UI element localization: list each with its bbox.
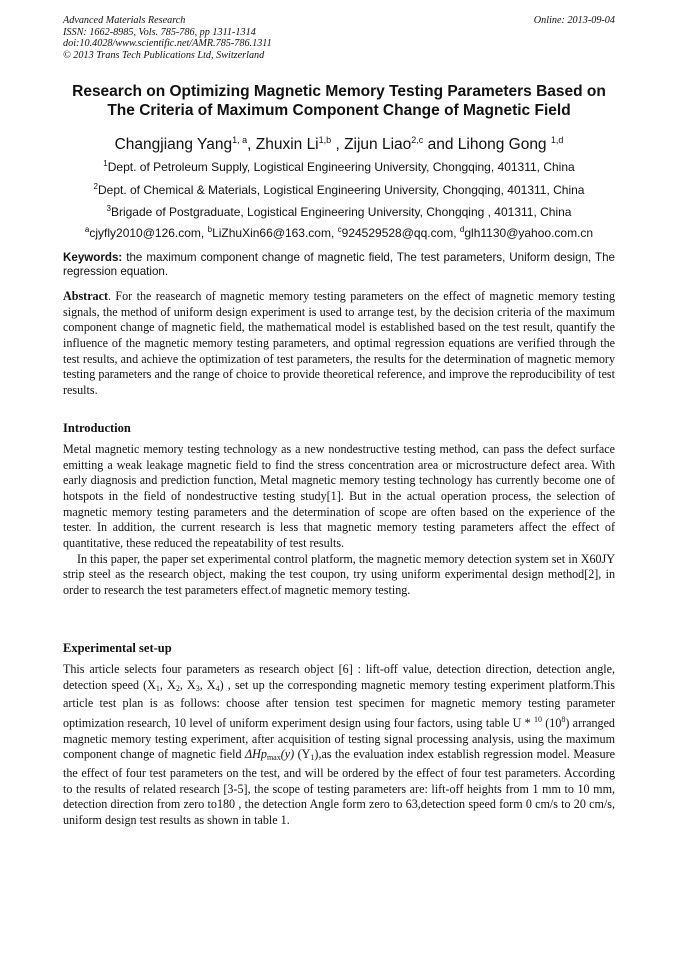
affiliation-2-text: Dept. of Chemical & Materials, Logistical Engineering University, Chongqing, 401311, China — [97, 183, 585, 197]
affiliation-1-text: Dept. of Petroleum Supply, Logistical Engineering University, Chongqing, 401311, China — [107, 160, 575, 174]
exp-text-3: , X — [179, 677, 196, 692]
author-2-marker: 1,b — [318, 135, 332, 145]
exp-sub-x2: 2 — [175, 683, 180, 693]
exp-text-7: ) arranged magnetic memory testing experiment, after acquisition of testing signal processing analysis, using the maximum component change of magnetic field — [63, 715, 615, 762]
exp-text-9: ),as the evaluation index establish regression model. Measure the effect of four test parameters on the test, and will be ordered by the effect of four test parameters. According to the results of related research [3-5], the scope of testing parameters are: lift-off heights from 1 mm to 10 mm, detection direction from zero to180 , the detection Angle form zero to 63,detection speed form 0 cm/s to 20 cm/s, uniform design test results as shown in table 1. — [63, 747, 615, 827]
email-a[interactable]: cjyfly2010@126.com, — [89, 226, 208, 240]
experimental-body — [63, 662, 615, 829]
email-list — [63, 222, 615, 241]
author-3-marker: 2,c — [411, 135, 424, 145]
exp-sub-y1: 1 — [310, 753, 315, 763]
email-b-marker: b — [207, 225, 213, 234]
exp-text-5: ) , set up the corresponding magnetic memory testing experiment platform.This article test plan is as follows: choose after tension test specimen for magnetic memory testing parameter optimization research, 10 level of uniform experiment design using four factors, using table U * — [63, 677, 616, 730]
author-2: , Zhuxin Li — [247, 136, 319, 153]
author-4-marker: 1,d — [550, 135, 564, 145]
email-d-marker: d — [459, 225, 465, 234]
introduction-paragraph-1: Metal magnetic memory testing technology as a new nondestructive testing method, can pass the defect surface emitting a weak leakage magnetic field to find the stress concentration area or microstructure defect area. With early diagnosis and prediction function, Metal magnetic memory testing technology has currently become one of hotspots in the field of nondestructive testing study[1]. But in the actual operation process, the selection of magnetic memory testing parameters and the determination of scope are often based on the experience of the tester. In addition, the current research is less that magnetic memory testing parameters affect the effect of quantitative, these reduced the repeatability of test results. — [63, 442, 615, 550]
exp-text-8: (Y — [294, 747, 311, 762]
exp-text-6: (10 — [541, 715, 562, 730]
copyright-line: © 2013 Trans Tech Publications Ltd, Switzerland — [63, 49, 265, 61]
journal-name: Advanced Materials Research — [63, 15, 186, 26]
exp-sup-table: 10 — [533, 714, 542, 724]
title-line-1: Research on Optimizing Magnetic Memory Testing Parameters Based on — [72, 83, 606, 100]
author-list — [63, 130, 615, 155]
keywords-label: Keywords: — [63, 251, 123, 264]
experimental-paragraph — [63, 662, 615, 829]
author-3: , Zijun Liao — [331, 136, 412, 153]
affiliation-1-marker: 1 — [103, 159, 108, 168]
abstract-text: . For the reasearch of magnetic memory testing parameters on the effect of magnetic memory testing signals, the method of uniform design experiment is used to arrange test, by the decision criteria of the maximum component change of magnetic field, the mathematical model is established based on the test result, quantify the influence of the magnetic memory testing parameters, and optimal regression equations are verified through the test results, and achieve the optimization of test parameters, the results for the determination of magnetic memory testing parameters and the range of choice to provide theoretical reference, and improve the reproducibility of test results. — [63, 289, 615, 397]
author-1-marker: 1, a — [232, 135, 248, 145]
email-a-marker: a — [84, 225, 90, 234]
affiliation-1 — [63, 156, 615, 175]
abstract — [63, 289, 615, 399]
author-1: Changjiang Yang — [114, 136, 233, 153]
introduction-paragraph-2: In this paper, the paper set experimental control platform, the magnetic memory detection system set in X60JY strip steel as the research object, making the test coupon, try using uniform experimental design method[2], in order to research the test parameters effect.of magnetic memory testing. — [63, 551, 615, 597]
keywords-text: the maximum component change of magnetic field, The test parameters, Uniform design, The regression equation. — [63, 251, 615, 278]
online-date: Online: 2013-09-04 — [533, 15, 615, 26]
affiliation-3 — [63, 201, 615, 220]
paper-title — [63, 82, 615, 120]
math-delta-hp: ΔHp — [245, 747, 267, 762]
exp-text-2: , X — [159, 677, 176, 692]
section-heading-introduction: Introduction — [63, 421, 131, 435]
doi-line: doi:10.4028/www.scientific.net/AMR.785-786.1311 — [63, 38, 272, 50]
exp-sub-x1: 1 — [155, 683, 160, 693]
affiliation-3-marker: 3 — [106, 204, 111, 213]
math-sub-max: max — [266, 753, 281, 763]
introduction-body — [63, 442, 615, 599]
title-line-2: The Criteria of Maximum Component Change of Magnetic Field — [107, 102, 571, 119]
exp-text-1: This article selects four parameters as research object [6] : lift-off value, detection direction, detection angle, detection speed (X — [63, 662, 615, 692]
exp-text-4: , X — [199, 677, 216, 692]
journal-header — [63, 15, 615, 61]
email-c-marker: c — [337, 225, 342, 234]
abstract-label: Abstract — [63, 289, 109, 303]
email-c[interactable]: 924529528@qq.com, — [341, 226, 460, 240]
issn-line: ISSN: 1662-8985, Vols. 785-786, pp 1311-1314 — [63, 26, 256, 38]
keywords — [63, 251, 615, 278]
author-4: and Lihong Gong — [423, 136, 551, 153]
exp-sub-x3: 3 — [195, 683, 200, 693]
exp-sup-power: 8 — [561, 714, 566, 724]
email-b[interactable]: LiZhuXin66@163.com, — [212, 226, 338, 240]
affiliation-2-marker: 2 — [93, 182, 98, 191]
affiliation-3-text: Brigade of Postgraduate, Logistical Engineering University, Chongqing , 401311, China — [110, 205, 572, 219]
exp-sub-x4: 4 — [215, 683, 220, 693]
section-heading-experimental: Experimental set-up — [63, 641, 172, 655]
math-arg: (y) — [280, 747, 295, 762]
email-d[interactable]: glh1130@yahoo.com.cn — [464, 226, 594, 240]
affiliation-2 — [63, 179, 615, 198]
